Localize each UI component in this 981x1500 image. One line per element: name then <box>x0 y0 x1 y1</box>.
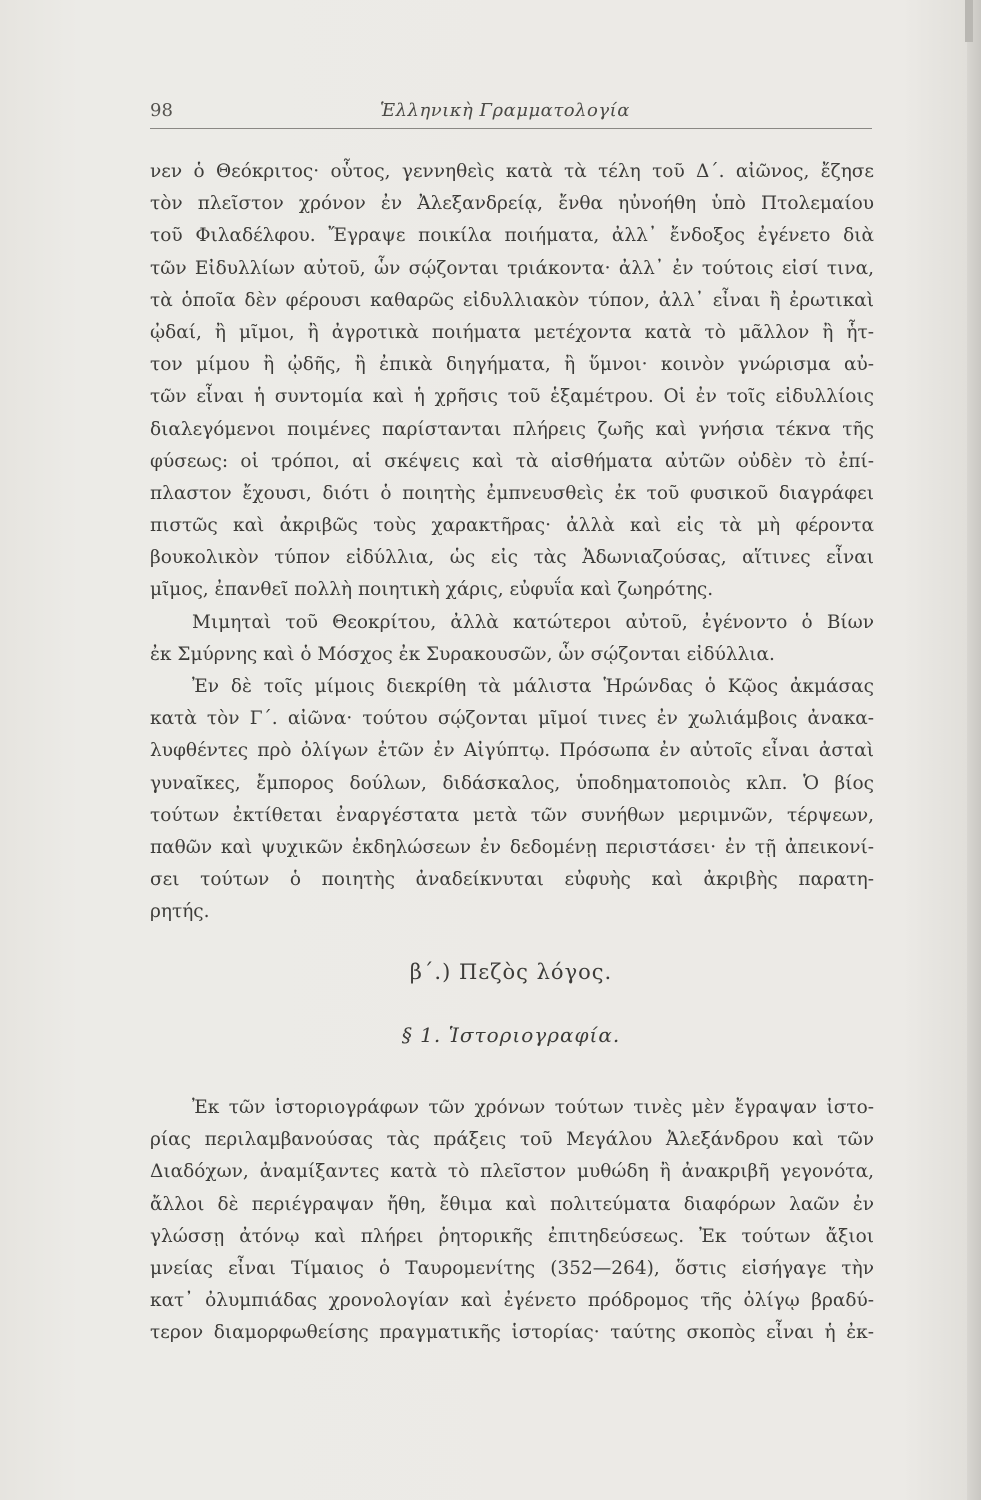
text-line: πιστῶς καὶ ἀκριβῶς τοὺς χαρακτῆρας· ἀλλὰ καὶ εἰς τὰ μὴ φέροντα <box>150 515 874 537</box>
body-text-section <box>150 1092 874 1350</box>
running-title: Ἑλληνικὴ Γραμματολογία <box>380 100 630 121</box>
text-line: κατ᾿ ὀλυμπιάδας χρονολογίαν καὶ ἐγένετο πρόδρομος τῆς ὀλίγῳ βραδύ- <box>150 1290 874 1312</box>
text-line: τον μίμου ἢ ᾠδῆς, ἢ ἐπικὰ διηγήματα, ἢ ὕμνοι· κοινὸν γνώρισμα αὐ- <box>150 354 874 376</box>
text-line: πλαστον ἔχουσι, διότι ὁ ποιητὴς ἐμπνευσθεὶς ἐκ τοῦ φυσικοῦ διαγράφει <box>150 482 874 504</box>
text-line: γλώσσῃ ἀτόνῳ καὶ πλήρει ῥητορικῆς ἐπιτηδεύσεως. Ἐκ τούτων ἄξιοι <box>150 1225 874 1247</box>
text-line: νεν ὁ Θεόκριτος· οὗτος, γεννηθεὶς κατὰ τὰ τέλη τοῦ Δ΄. αἰῶνος, ἔζησε <box>150 161 874 182</box>
text-line: τερον διαμορφωθείσης πραγματικῆς ἱστορίας· ταύτης σκοπὸς εἶναι ἡ ἐκ- <box>150 1322 874 1344</box>
section-heading: β΄.) Πεζὸς λόγος. <box>409 960 613 984</box>
text-line: τῶν Εἰδυλλίων αὐτοῦ, ὧν σῴζονται τριάκοντα· ἀλλ᾿ ἐν τούτοις εἰσί τινα, <box>150 257 874 279</box>
text-line: ρητής. <box>150 901 210 923</box>
text-line: ἄλλοι δὲ περιέγραψαν ἤθη, ἔθιμα καὶ πολιτεύματα διαφόρων λαῶν ἐν <box>150 1193 874 1215</box>
page-number: 98 <box>150 100 173 121</box>
text-line: Μιμηταὶ τοῦ Θεοκρίτου, ἀλλὰ κατώτεροι αὐτοῦ, ἐγένοντο ὁ Βίων <box>192 611 874 633</box>
text-line: ρίας περιλαμβανούσας τὰς πράξεις τοῦ Μεγάλου Ἀλεξάνδρου καὶ τῶν <box>150 1129 874 1151</box>
text-line: τῶν εἶναι ἡ συντομία καὶ ἡ χρῆσις τοῦ ἑξαμέτρου. Οἱ ἐν τοῖς εἰδυλλίοις <box>150 386 874 408</box>
text-line: Ἐκ τῶν ἱστοριογράφων τῶν χρόνων τούτων τινὲς μὲν ἔγραψαν ἱστο- <box>192 1097 874 1118</box>
text-line: τὸν πλεῖστον χρόνον ἐν Ἀλεξανδρείᾳ, ἔνθα ηὐνοήθη ὑπὸ Πτολεμαίου <box>150 193 874 215</box>
text-line: φύσεως: οἱ τρόποι, αἱ σκέψεις καὶ τὰ αἰσθήματα αὐτῶν οὐδὲν τὸ ἐπί- <box>150 450 874 472</box>
subsection-heading: § 1. Ἱστοριογραφία. <box>401 1023 621 1047</box>
header-rule <box>150 128 872 129</box>
text-line: μνείας εἶναι Τίμαιος ὁ Ταυρομενίτης (352—264), ὅστις εἰσήγαγε τὴν <box>150 1257 874 1279</box>
corner-mark <box>965 0 973 42</box>
text-line: βουκολικὸν τύπον εἰδύλλια, ὡς εἰς τὰς Ἀδωνιαζούσας, αἵτινες εἶναι <box>150 547 874 569</box>
text-line: μῖμος, ἐπανθεῖ πολλὴ ποιητικὴ χάρις, εὐφυΐα καὶ ζωηρότης. <box>150 579 714 601</box>
text-line: κατὰ τὸν Γ΄. αἰῶνα· τούτου σῴζονται μῖμοί τινες ἐν χωλιάμβοις ἀνακα- <box>150 708 874 730</box>
page-header <box>150 100 870 130</box>
text-line: σει τούτων ὁ ποιητὴς ἀναδείκνυται εὐφυὴς καὶ ἀκριβὴς παρατη- <box>150 869 874 891</box>
text-line: Ἐν δὲ τοῖς μίμοις διεκρίθη τὰ μάλιστα Ἡρώνδας ὁ Κῷος ἀκμάσας <box>192 676 874 697</box>
text-line: παθῶν καὶ ψυχικῶν ἐκδηλώσεων ἐν δεδομένῃ περιστάσει· ἐν τῇ ἀπεικονί- <box>150 836 874 858</box>
body-text <box>150 156 874 929</box>
text-line: Διαδόχων, ἀναμίξαντες κατὰ τὸ πλεῖστον μυθώδη ἢ ἀνακριβῆ γεγονότα, <box>150 1161 874 1183</box>
text-line: ἐκ Σμύρνης καὶ ὁ Μόσχος ἐκ Συρακουσῶν, ὧν σῴζονται εἰδύλλια. <box>150 643 775 665</box>
text-line: γυναῖκες, ἔμπορος δούλων, διδάσκαλος, ὑποδηματοποιὸς κλπ. Ὁ βίος <box>150 772 874 794</box>
text-line: τὰ ὁποῖα δὲν φέρουσι καθαρῶς εἰδυλλιακὸν τύπον, ἀλλ᾿ εἶναι ἢ ἐρωτικαὶ <box>150 289 874 311</box>
text-line: τοῦ Φιλαδέλφου. Ἔγραψε ποικίλα ποιήματα, ἀλλ᾿ ἔνδοξος ἐγένετο διὰ <box>150 225 874 247</box>
text-line: διαλεγόμενοι ποιμένες παρίστανται πλήρεις ζωῆς καὶ γνήσια τέκνα τῆς <box>150 418 874 440</box>
text-line: λυφθέντες πρὸ ὀλίγων ἐτῶν ἐν Αἰγύπτῳ. Πρόσωπα ἐν αὐτοῖς εἶναι ἀσταὶ <box>150 740 874 762</box>
text-line: ᾠδαί, ἢ μῖμοι, ἢ ἀγροτικὰ ποιήματα μετέχοντα κατὰ τὸ μᾶλλον ἢ ἧτ- <box>150 321 874 343</box>
text-line: τούτων ἐκτίθεται ἐναργέστατα μετὰ τῶν συνήθων μεριμνῶν, τέρψεων, <box>150 804 874 826</box>
page-spine-shadow <box>967 0 981 1500</box>
